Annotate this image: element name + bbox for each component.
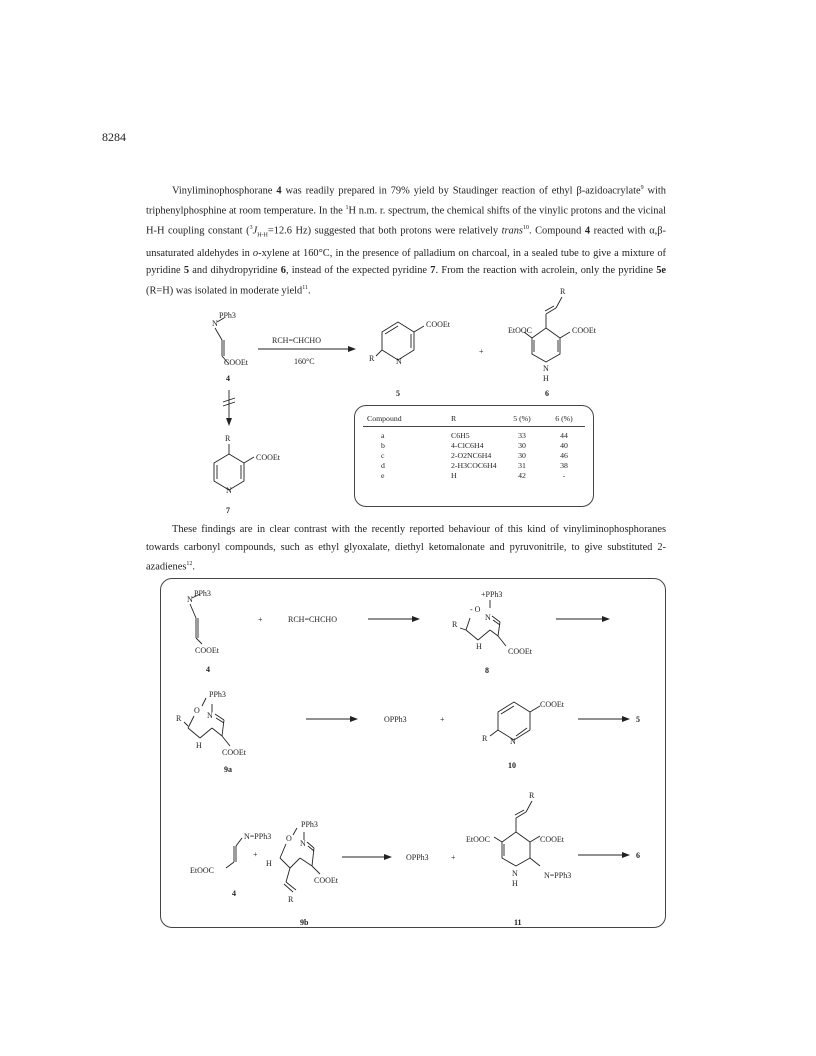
svg-text:COOEt: COOEt	[222, 748, 246, 757]
svg-text:9a: 9a	[224, 765, 232, 774]
svg-text:H: H	[512, 879, 518, 888]
svg-text:COOEt: COOEt	[224, 358, 248, 367]
svg-text:6: 6	[636, 851, 640, 860]
cell-yield-5: 30	[518, 440, 526, 450]
svg-text:N=PPh3: N=PPh3	[544, 871, 572, 880]
svg-text:H: H	[196, 741, 202, 750]
yield-table-frame	[354, 405, 594, 507]
cell-r: H	[451, 470, 457, 480]
paragraph-1: Vinyliminophosphorane 4 was readily prepared in 79% yield by Staudinger reaction of ethyl β-azidoacrylate$^9$ with triphenylphosphine at room temperature. In the $^1$H n.m. r. spectrum, the chemical shifts of the vinylic protons and the vicinal H-H coupling constant ($^3J_{H-H}=12.6$ Hz) suggested that both protons were relatively trans$^{10}$. Compound 4 reacted with α,β-unsaturated aldehydes in o-xylene at 160°C, in the presence of palladium on charcoal, in a sealed tube to give a mixture of pyridine 5 and dihydropyridine 6, instead of the expected pyridine 7. From the reaction with acrolein, only the pyridine 5e (R=H) was isolated in moderate yield$^{11}$.	[146, 185, 666, 297]
svg-text:OPPh3: OPPh3	[384, 715, 407, 724]
svg-text:COOEt: COOEt	[540, 700, 564, 709]
svg-text:7: 7	[226, 506, 230, 515]
svg-text:4: 4	[232, 889, 236, 898]
svg-text:R: R	[369, 354, 375, 363]
svg-text:COOEt: COOEt	[572, 326, 596, 335]
cell-r: 4-ClC6H4	[451, 440, 484, 450]
svg-text:PPh3: PPh3	[301, 820, 318, 829]
svg-text:N: N	[212, 319, 218, 328]
svg-text:COOEt: COOEt	[540, 835, 564, 844]
svg-text:PPh3: PPh3	[194, 589, 211, 598]
svg-text:H: H	[543, 374, 549, 383]
svg-text:11: 11	[514, 918, 522, 927]
svg-text:8: 8	[485, 666, 489, 675]
svg-text:5: 5	[636, 715, 640, 724]
svg-text:O: O	[194, 706, 200, 715]
svg-text:N: N	[396, 357, 402, 366]
svg-text:H: H	[266, 859, 272, 868]
cell-compound: b	[381, 440, 385, 450]
cell-yield-5: 33	[518, 430, 526, 440]
svg-text:RCH=CHCHO: RCH=CHCHO	[272, 336, 321, 345]
svg-text:N: N	[226, 486, 232, 495]
cell-r: 2-O2NC6H4	[451, 450, 492, 460]
svg-text:R: R	[482, 734, 488, 743]
svg-text:COOEt: COOEt	[195, 646, 219, 655]
cell-r: 2-H3COC6H4	[451, 460, 497, 470]
table-row	[363, 451, 585, 461]
svg-text:PPh3: PPh3	[219, 311, 236, 320]
compound-5-structure	[369, 320, 451, 398]
svg-text:9b: 9b	[300, 918, 309, 927]
svg-text:+PPh3: +PPh3	[481, 590, 503, 599]
svg-text:EtOOC: EtOOC	[466, 835, 490, 844]
svg-text:10: 10	[508, 761, 516, 770]
svg-text:N: N	[512, 869, 518, 878]
svg-text:N: N	[543, 364, 549, 373]
cell-yield-5: 42	[518, 470, 526, 480]
cell-yield-6: 46	[560, 450, 568, 460]
svg-text:EtOOC: EtOOC	[508, 326, 532, 335]
svg-text:R: R	[176, 714, 182, 723]
svg-text:+: +	[451, 853, 456, 862]
cell-yield-6: 40	[560, 440, 568, 450]
svg-text:COOEt: COOEt	[314, 876, 338, 885]
svg-text:R: R	[452, 620, 458, 629]
svg-text:O: O	[286, 834, 292, 843]
table-row	[363, 441, 585, 451]
svg-text:COOEt: COOEt	[256, 453, 280, 462]
svg-text:+: +	[479, 347, 484, 356]
svg-text:N: N	[207, 711, 213, 720]
table-row	[363, 431, 585, 441]
cell-yield-6: 38	[560, 460, 568, 470]
compound-4-structure	[212, 311, 249, 383]
svg-text:COOEt: COOEt	[426, 320, 450, 329]
cell-compound: c	[381, 450, 385, 460]
table-row	[363, 471, 585, 481]
svg-text:RCH=CHCHO: RCH=CHCHO	[288, 615, 337, 624]
svg-text:PPh3: PPh3	[209, 690, 226, 699]
svg-text:4: 4	[206, 665, 210, 674]
cell-compound: d	[381, 460, 385, 470]
col-r: R	[447, 412, 501, 427]
svg-text:R: R	[529, 791, 535, 800]
svg-text:+: +	[440, 715, 445, 724]
yield-table	[363, 412, 585, 481]
svg-text:N=PPh3: N=PPh3	[244, 832, 272, 841]
svg-text:+: +	[258, 615, 263, 624]
svg-text:H: H	[476, 642, 482, 651]
col-compound: Compound	[363, 412, 447, 427]
table-row	[363, 461, 585, 471]
svg-text:6: 6	[545, 389, 549, 398]
col-yield-5: 5 (%)	[501, 412, 543, 427]
compound-7-structure	[214, 434, 281, 515]
svg-text:R: R	[560, 287, 566, 296]
compound-6-structure	[508, 287, 597, 398]
svg-text:+: +	[253, 850, 258, 859]
svg-text:N: N	[510, 737, 516, 746]
svg-text:N: N	[300, 839, 306, 848]
svg-text:EtOOC: EtOOC	[190, 866, 214, 875]
svg-text:OPPh3: OPPh3	[406, 853, 429, 862]
svg-text:R: R	[288, 895, 294, 904]
svg-text:5: 5	[396, 389, 400, 398]
svg-text:4: 4	[226, 374, 230, 383]
cell-compound: a	[381, 430, 385, 440]
svg-text:COOEt: COOEt	[508, 647, 532, 656]
col-yield-6: 6 (%)	[543, 412, 585, 427]
cell-r: C6H5	[451, 430, 470, 440]
svg-text:160°C: 160°C	[294, 357, 315, 366]
svg-text:- O: - O	[470, 605, 481, 614]
cell-yield-5: 31	[518, 460, 526, 470]
svg-text:N: N	[485, 613, 491, 622]
page-number: 8284	[102, 130, 126, 144]
cell-compound: e	[381, 470, 385, 480]
cell-yield-5: 30	[518, 450, 526, 460]
cell-yield-6: 44	[560, 430, 568, 440]
svg-text:N: N	[187, 595, 193, 604]
mechanism-scheme-frame	[160, 578, 666, 928]
cell-yield-6: -	[562, 470, 566, 480]
svg-text:R: R	[225, 434, 231, 443]
paragraph-2: These findings are in clear contrast with the recently reported behaviour of this kind of vinyliminophosphoranes towards carbonyl compounds, such as ethyl glyoxalate, diethyl ketomalonate and pyruvonitrile, to give substituted 2-azadienes$^{12}$.	[146, 524, 666, 573]
